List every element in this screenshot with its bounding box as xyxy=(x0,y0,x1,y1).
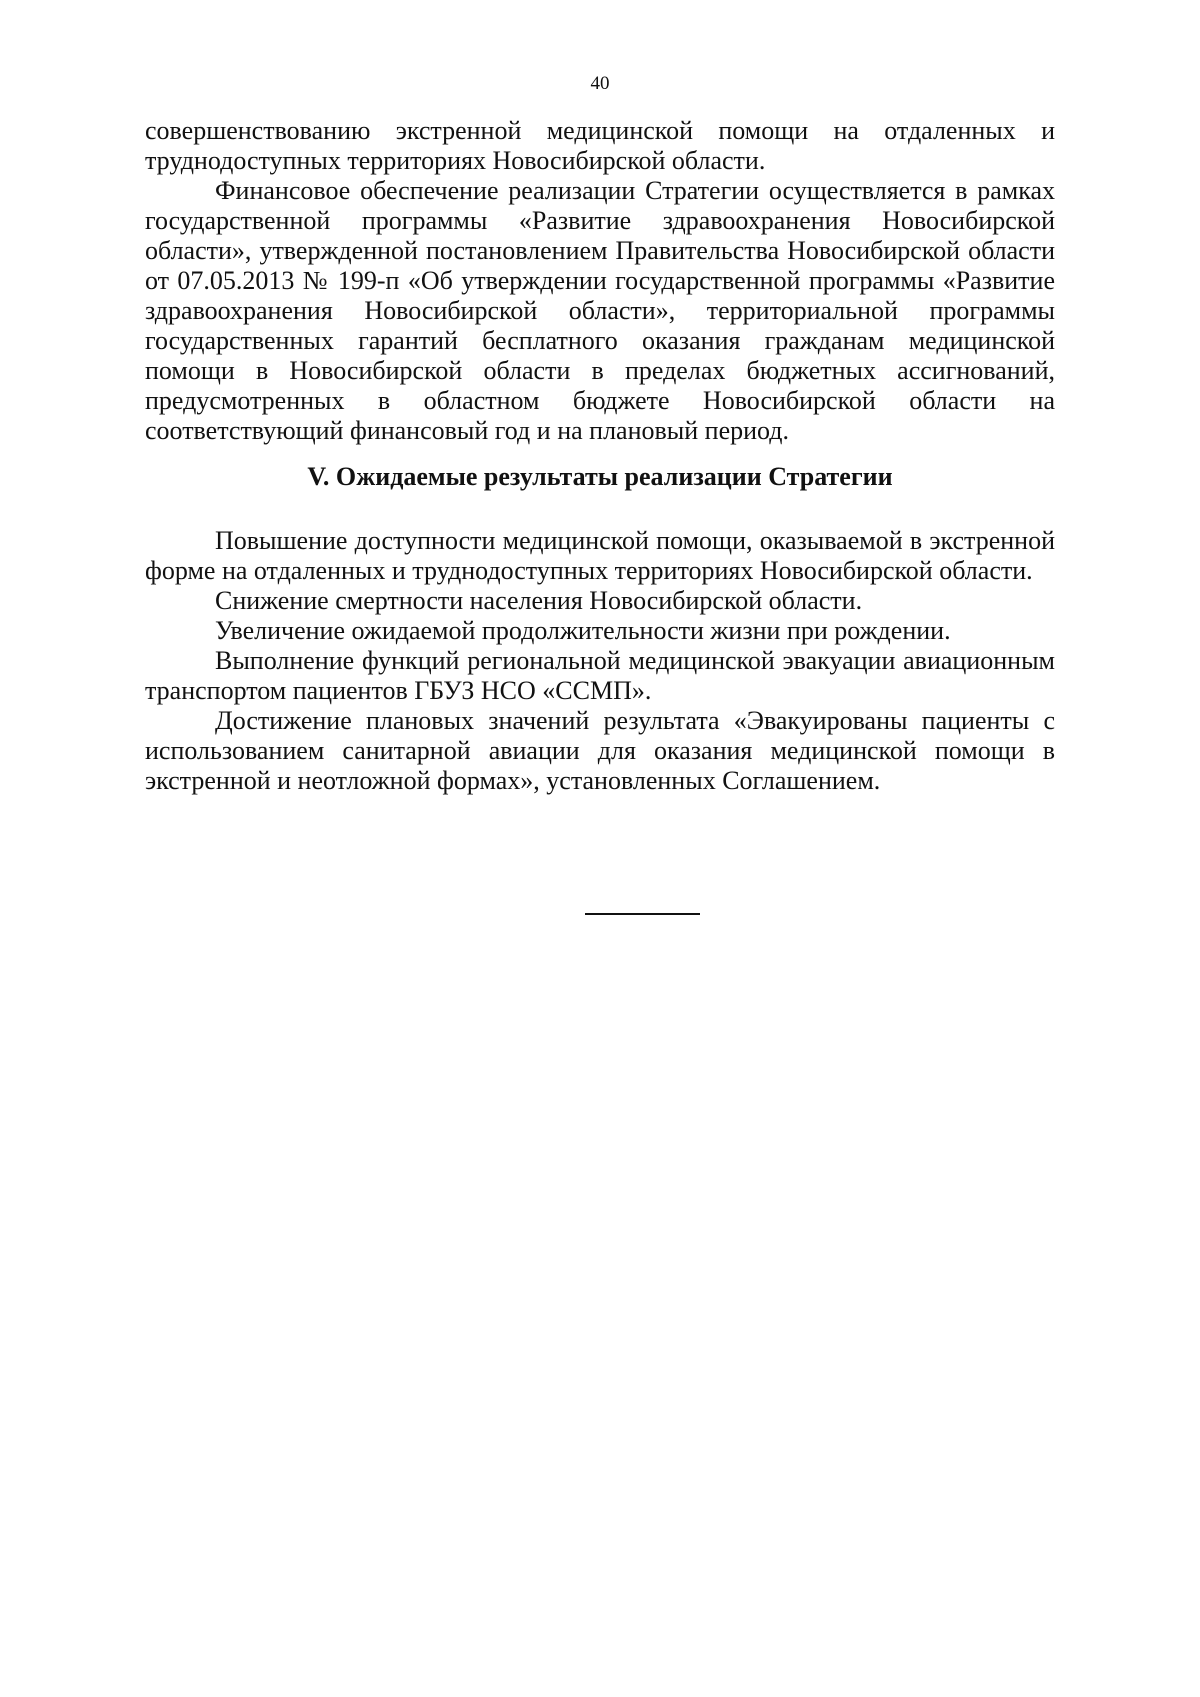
result-paragraph: Повышение доступности медицинской помощи, оказываемой в экстренной форме на отдаленных и труднодоступных территориях Новосибирской области. xyxy=(145,526,1055,585)
result-paragraph: Выполнение функций региональной медицинской эвакуации авиационным транспортом пациентов ГБУЗ НСО «ССМП». xyxy=(145,646,1055,705)
result-paragraph: Увеличение ожидаемой продолжительности жизни при рождении. xyxy=(215,616,951,645)
result-paragraph: Снижение смертности населения Новосибирской области. xyxy=(215,586,863,615)
section-heading: V. Ожидаемые результаты реализации Стратегии xyxy=(307,462,893,491)
intro-text-block xyxy=(145,116,1055,446)
result-paragraph: Достижение плановых значений результата «Эвакуированы пациенты с использованием санитарной авиации для оказания медицинской помощи в экстренной и неотложной формах», установленных Соглашением. xyxy=(145,706,1055,795)
results-text-block xyxy=(145,526,1055,796)
financing-paragraph: Финансовое обеспечение реализации Стратегии осуществляется в рамках государственной программы «Развитие здравоохранения Новосибирской области», утвержденной постановлением Правительства Новосибирской области от 07.05.2013 № 199-п «Об утверждении государственной программы «Развитие здравоохранения Новосибирской области», территориальной программы государственных гарантий бесплатного оказания гражданам медицинской помощи в Новосибирской области в пределах бюджетных ассигнований, предусмотренных в областном бюджете Новосибирской области на соответствующий финансовый год и на плановый период. xyxy=(145,176,1055,445)
page-number: 40 xyxy=(590,73,610,94)
continuation-paragraph: совершенствованию экстренной медицинской помощи на отдаленных и труднодоступных территориях Новосибирской области. xyxy=(145,116,1055,175)
end-of-document-rule xyxy=(585,913,700,915)
